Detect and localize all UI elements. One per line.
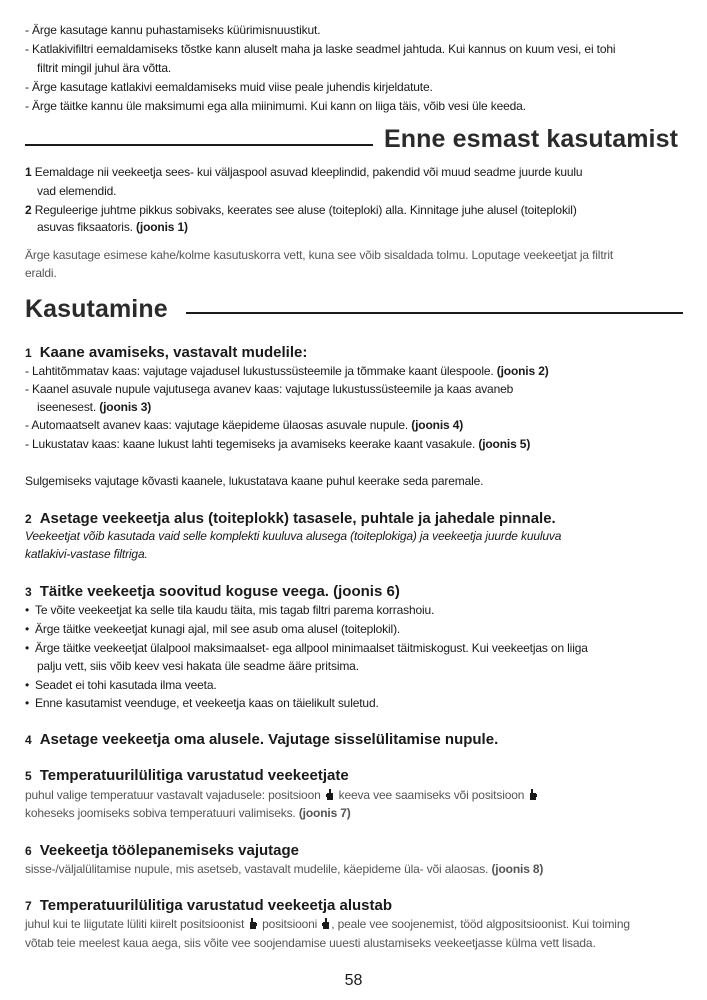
fill-bullet: • Ärge täitke veekeetjat ülalpool maksimaalset- ega allpool minimaalset täitmiskogust. Kui veekeetjas on liiga: [25, 641, 588, 655]
step-heading-4: 4 Asetage veekeetja oma alusele. Vajutage sisselülitamise nupule.: [25, 731, 499, 748]
fill-bullet: • Ärge täitke veekeetjat kunagi ajal, mil see asub oma alusel (toiteplokil).: [25, 622, 401, 636]
thermostat-instruction: juhul kui te liigutate lüliti kiirelt positsioonist positsiooni , peale vee soojenemist, tööd algpositsioonist. Kui toiming: [25, 917, 630, 931]
temperature-instruction: puhul valige temperatuur vastavalt vajadusele: positsioon keeva vee saamiseks või positsioon: [25, 788, 542, 803]
kettle-hand-icon: [325, 788, 335, 801]
fill-bullet-cont: palju vett, siis võib keev vesi hakata üle seadme ääre pritsima.: [37, 659, 359, 673]
intro-line: - Ärge täitke kannu üle maksimumi ega alla miinimumi. Kui kann on liiga täis, võib vesi üle keeda.: [25, 99, 526, 113]
heading-rule: [186, 312, 683, 314]
lid-type-line: - Lahtitõmmatav kaas: vajutage vajadusel lukustussüsteemile ja tõmmake kaant ülespoole. (joonis 2): [25, 364, 549, 378]
lid-type-line: iseenesest. (joonis 3): [37, 400, 152, 414]
thermostat-instruction-cont: võtab teie meelest kaua aega, siis võite vee soojendamise uuesti alustamiseks veekeetjasse külma vett lisada.: [25, 936, 596, 950]
first-use-step-2-cont: asuvas fiksaatoris. (joonis 1): [37, 220, 188, 234]
intro-line: - Ärge kasutage kannu puhastamiseks küürimisnuustikut.: [25, 23, 321, 37]
cup-hand-icon: [248, 917, 258, 930]
first-use-note: Ärge kasutage esimese kahe/kolme kasutuskorra vett, kuna see võib sisaldada tolmu. Loputage veekeetjat ja filtrit: [25, 248, 614, 262]
fill-bullet: • Seadet ei tohi kasutada ilma veeta.: [25, 678, 217, 692]
temperature-instruction-cont: koheseks joomiseks sobiva temperatuuri valimiseks. (joonis 7): [25, 806, 351, 820]
first-use-note-cont: eraldi.: [25, 266, 57, 280]
step-heading-5: 5 Temperatuurilülitiga varustatud veekeetjate: [25, 767, 349, 784]
intro-line: - Katlakivifiltri eemaldamiseks tõstke kann aluselt maha ja laske seadmel jahtuda. Kui kannus on kuum vesi, ei tohi: [25, 42, 616, 56]
fill-bullet: • Te võite veekeetjat ka selle tila kaudu täita, mis tagab filtri parema korrashoiu.: [25, 603, 435, 617]
lid-type-line: - Lukustatav kaas: kaane lukust lahti tegemiseks ja avamiseks keerake kaant vasakule. (joonis 5): [25, 437, 531, 451]
lid-type-line: - Automaatselt avanev kaas: vajutage käepideme ülaosas asuvale nupule. (joonis 4): [25, 418, 464, 432]
first-use-step-1: 1 Eemaldage nii veekeetja sees- kui väljaspool asuvad kleeplindid, pakendid või muud seadme juurde kuulu: [25, 165, 583, 179]
page-number: 58: [344, 972, 363, 989]
section-title-first-use: Enne esmast kasutamist: [384, 125, 678, 153]
intro-line: filtrit mingil juhul ära võtta.: [37, 61, 172, 75]
step-heading-7: 7 Temperatuurilülitiga varustatud veekeetja alustab: [25, 897, 393, 914]
base-note-cont: katlakivi-vastase filtriga.: [25, 547, 148, 561]
kettle-hand-icon: [321, 917, 331, 930]
first-use-step-1-cont: vad elemendid.: [37, 184, 117, 198]
step-heading-3: 3 Täitke veekeetja soovitud koguse veega. (joonis 6): [25, 583, 400, 600]
base-note: Veekeetjat võib kasutada vaid selle komplekti kuuluva alusega (toiteplokiga) ja veekeetja juurde kuuluva: [25, 529, 562, 543]
fill-bullet: • Enne kasutamist veenduge, et veekeetja kaas on täielikult suletud.: [25, 696, 379, 710]
lid-type-line: - Kaanel asuvale nupule vajutusega avanev kaas: vajutage lukustussüsteemile ja kaas avaneb: [25, 382, 514, 396]
step-heading-6: 6 Veekeetja töölepanemiseks vajutage: [25, 842, 299, 859]
switch-instruction: sisse-/väljalülitamise nupule, mis asetseb, vastavalt mudelile, käepideme üla- või alaosas. (joonis 8): [25, 862, 544, 876]
cup-hand-icon: [528, 788, 538, 801]
step-heading-2: 2 Asetage veekeetja alus (toiteplokk) tasasele, puhtale ja jahedale pinnale.: [25, 510, 556, 527]
first-use-step-2: 2 Reguleerige juhtme pikkus sobivaks, keerates see aluse (toiteploki) alla. Kinnitage juhe alusel (toiteplokil): [25, 203, 577, 217]
section-title-usage: Kasutamine: [25, 295, 168, 323]
intro-line: - Ärge kasutage katlakivi eemaldamiseks muid viise peale juhendis kirjeldatute.: [25, 80, 433, 94]
step-heading-1: 1 Kaane avamiseks, vastavalt mudelile:: [25, 344, 308, 361]
closing-instruction: Sulgemiseks vajutage kõvasti kaanele, lukustatava kaane puhul keerake seda paremale.: [25, 474, 484, 488]
heading-rule: [25, 144, 373, 146]
